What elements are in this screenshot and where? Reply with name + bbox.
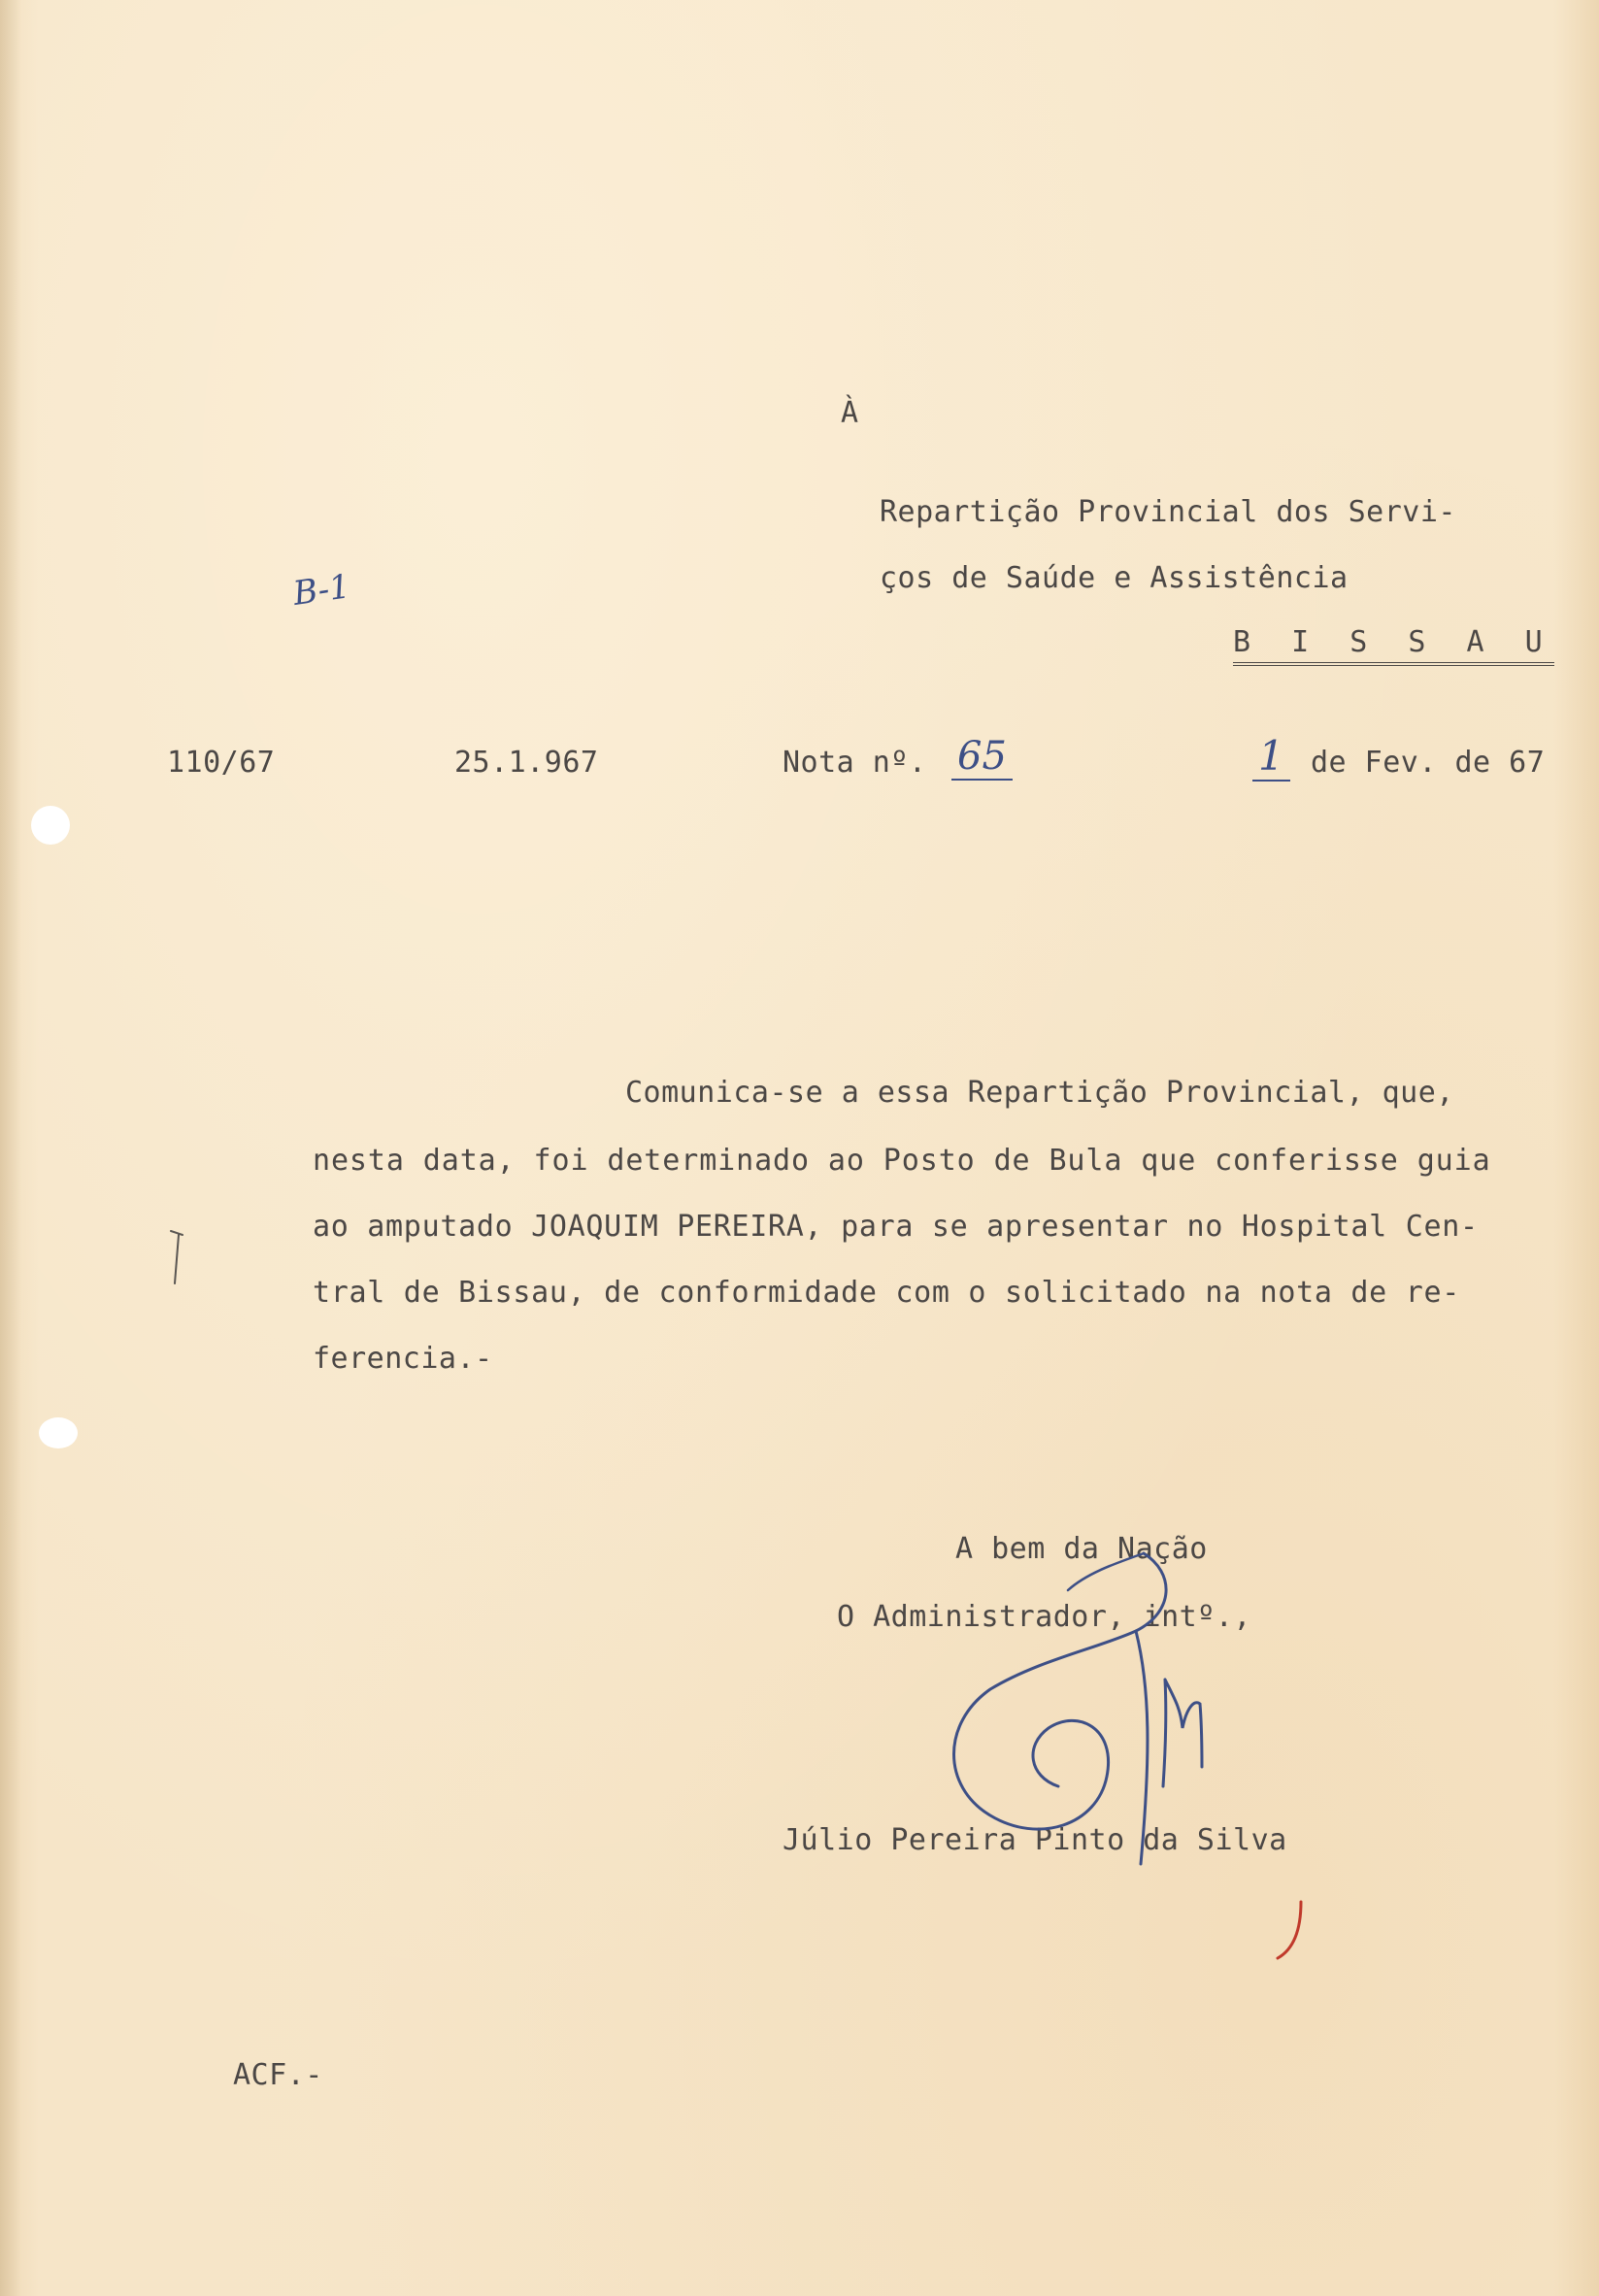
recipient-line-1: Repartição Provincial dos Servi- — [880, 495, 1456, 529]
punch-hole-top — [31, 806, 70, 845]
body-line-1: Comunica-se a essa Repartição Provincial, que, — [625, 1076, 1454, 1110]
reference-date: 25.1.967 — [454, 746, 599, 780]
signatory-name: Júlio Pereira Pinto da Silva — [783, 1823, 1287, 1857]
punch-hole-bottom — [39, 1417, 78, 1448]
reference-number: 110/67 — [167, 746, 276, 780]
signature-icon — [932, 1534, 1243, 1883]
body-line-2: nesta data, foi determinado ao Posto de Bula que conferisse guia — [313, 1144, 1491, 1178]
red-tick-icon — [1272, 1898, 1311, 1966]
note-label: Nota nº. — [783, 746, 927, 780]
recipient-prefix: À — [841, 396, 859, 430]
footer-initials: ACF.- — [233, 2058, 323, 2092]
recipient-city: B I S S A U — [1233, 625, 1554, 666]
paper-edge-shadow — [0, 0, 21, 2296]
margin-note: B-1 — [290, 567, 353, 614]
body-line-5: ferencia.- — [313, 1342, 493, 1376]
margin-pencil-mark-icon — [167, 1223, 186, 1291]
date-day: 1 — [1252, 732, 1290, 782]
date-rest: de Fev. de 67 — [1311, 746, 1546, 780]
body-line-4: tral de Bissau, de conformidade com o solicitado na nota de re- — [313, 1276, 1460, 1310]
recipient-line-2: ços de Saúde e Assistência — [880, 561, 1349, 595]
body-line-3: ao amputado JOAQUIM PEREIRA, para se apresentar no Hospital Cen- — [313, 1210, 1479, 1244]
note-number: 65 — [951, 734, 1013, 781]
closing-role: O Administrador, intº., — [837, 1600, 1251, 1634]
closing-salutation: A bem da Nação — [955, 1532, 1208, 1566]
